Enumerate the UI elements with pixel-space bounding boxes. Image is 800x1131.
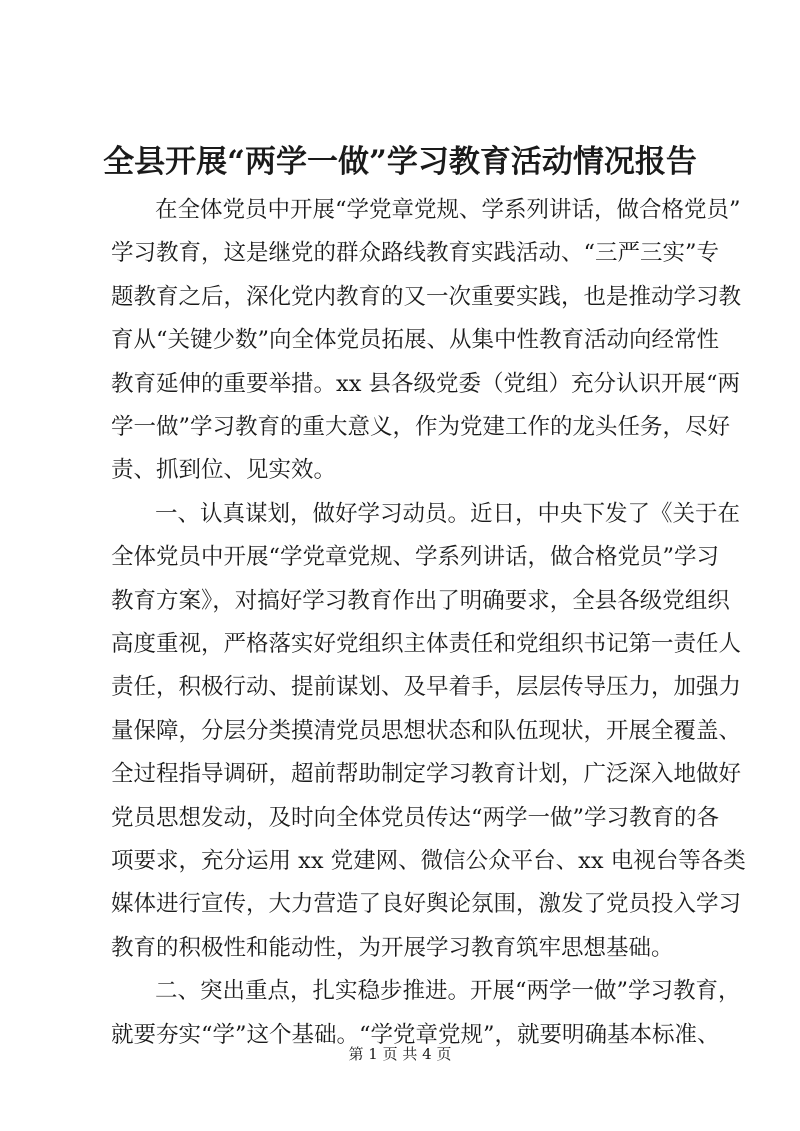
paragraph-line: 就要夯实“学”这个基础。“学党章党规”，就要明确基本标准、 [111,1021,720,1048]
paragraph-line: 全过程指导调研，超前帮助制定学习教育计划，广泛深入地做好 [111,761,742,788]
paragraph-line: 教育的积极性和能动性，为开展学习教育筑牢思想基础。 [111,934,674,961]
paragraph-line: 一、认真谋划，做好学习动员。近日，中央下发了《关于在 [155,500,741,527]
paragraph-line: 二、突出重点，扎实稳步推进。开展“两学一做”学习教育， [155,978,741,1005]
paragraph-line: 高度重视，严格落实好党组织主体责任和党组织书记第一责任人 [111,631,742,657]
paragraph-line: 项要求，充分运用 xx 党建网、微信公众平台、xx 电视台等各类 [111,848,746,874]
paragraph-line: 责任，积极行动、提前谋划、及早着手，层层传导压力，加强力 [111,674,742,701]
document-title: 全县开展“两学一做”学习教育活动情况报告 [103,144,697,180]
page-footer: 第 1 页 共 4 页 [348,1045,452,1063]
paragraph-line: 在全体党员中开展“学党章党规、学系列讲话，做合格党员” [155,197,741,223]
paragraph-line: 育从“关键少数”向全体党员拓展、从集中性教育活动向经常性 [111,327,720,354]
paragraph-line: 教育延伸的重要举措。xx 县各级党委（党组）充分认识开展“两 [111,370,741,397]
paragraph-line: 学一做”学习教育的重大意义，作为党建工作的龙头任务，尽好 [111,414,731,440]
paragraph-line: 学习教育，这是继党的群众路线教育实践活动、“三严三实”专 [111,240,720,267]
paragraph-line: 量保障，分层分类摸清党员思想状态和队伍现状，开展全覆盖、 [111,717,742,744]
paragraph-line: 教育方案》，对搞好学习教育作出了明确要求，全县各级党组织 [111,587,730,614]
paragraph-line: 全体党员中开展“学党章党规、学系列讲话，做合格党员”学习 [111,544,720,571]
paragraph-line: 媒体进行宣传，大力营造了良好舆论氛围，激发了党员投入学习 [111,891,742,918]
paragraph-line: 责、抓到位、见实效。 [111,457,337,484]
paragraph-line: 党员思想发动，及时向全体党员传达“两学一做”学习教育的各 [111,804,720,831]
paragraph-line: 题教育之后，深化党内教育的又一次重要实践，也是推动学习教 [111,283,742,310]
